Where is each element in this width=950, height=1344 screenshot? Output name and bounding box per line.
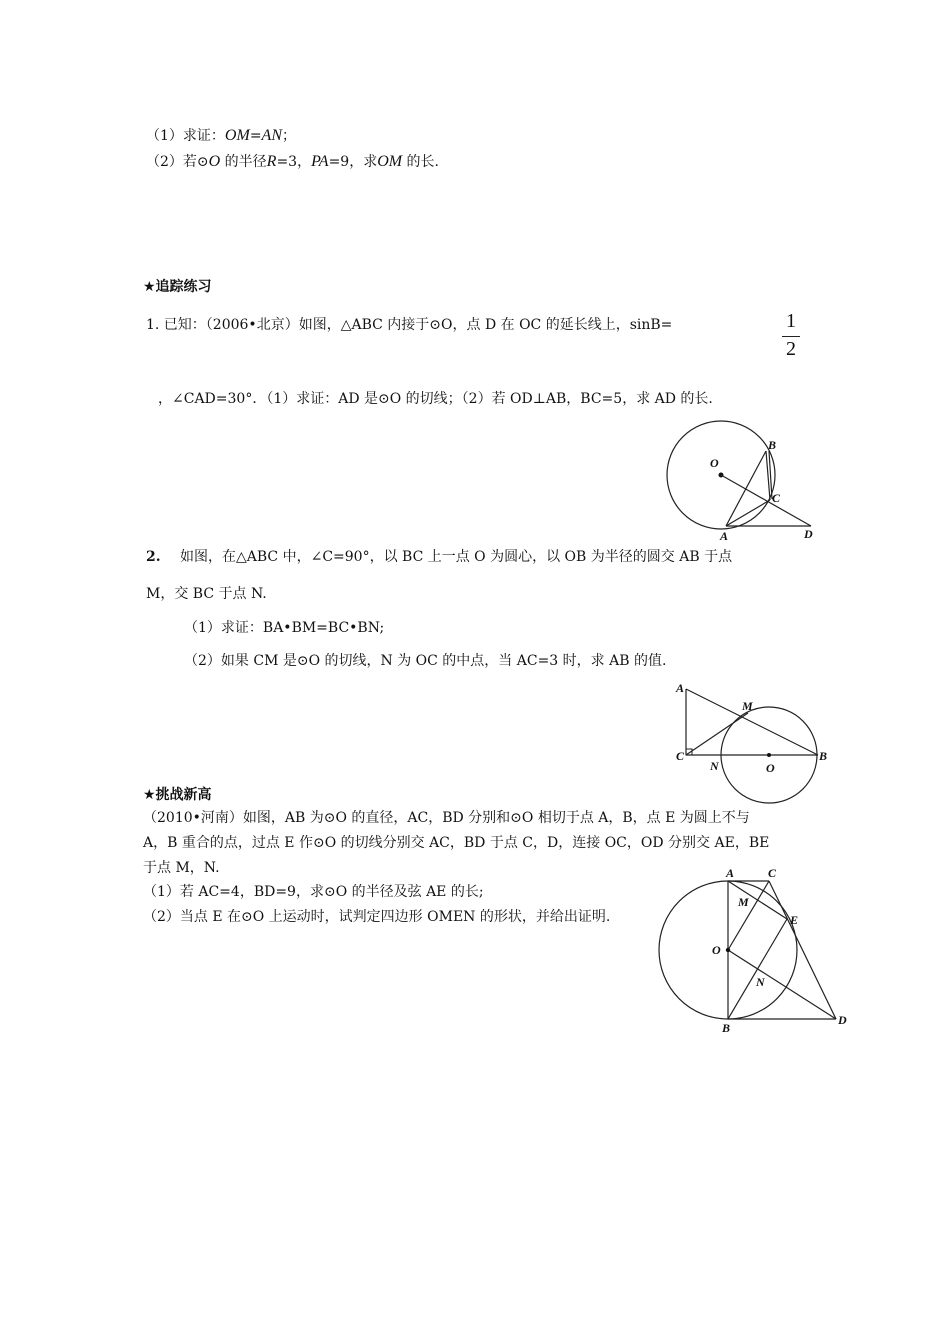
fig2-label-N: N [710, 759, 719, 773]
fig2-label-M: M [742, 699, 753, 713]
q2-end: 的长. [406, 154, 439, 170]
q1-lhs: OM [224, 127, 250, 144]
section-title-practice: ★追踪练习 [143, 279, 212, 295]
q2-pa: PA [311, 153, 329, 170]
q2-paval: =9，求 [328, 154, 378, 170]
figure-1-circle-triangle [664, 422, 824, 542]
fig3-label-A: A [726, 866, 735, 880]
question-1 [146, 126, 296, 146]
problem-2-number: 2. [146, 549, 161, 565]
fig2-label-O: O [766, 761, 775, 775]
section-title-challenge: ★挑战新高 [143, 787, 212, 803]
fraction-numerator: 1 [786, 310, 796, 332]
challenge-line-3: 于点 M，N. [143, 860, 220, 876]
fig3-label-B: B [722, 1021, 731, 1035]
q2-o: O [208, 153, 221, 170]
problem-2-line-2: M，交 BC 于点 N. [146, 586, 267, 602]
challenge-q1: （1）若 AC=4，BD=9，求⊙O 的半径及弦 AE 的长; [143, 884, 484, 900]
q1-eq: = [249, 128, 262, 144]
fig1-label-C: C [772, 491, 781, 505]
fig1-label-D: D [804, 527, 813, 541]
problem-2-q2: （2）如果 CM 是⊙O 的切线，N 为 OC 的中点，当 AC=3 时，求 AB 的值. [184, 653, 667, 669]
q1-prefix: （1）求证： [146, 128, 225, 144]
problem-1-line-2: ，∠CAD=30°．（1）求证：AD 是⊙O 的切线；（2）若 OD⊥AB，BC=5，求 AD 的长. [158, 391, 713, 407]
fig3-label-D: D [838, 1013, 847, 1027]
fig3-label-C: C [768, 866, 777, 880]
problem-1-line-1: 1. 已知：（2006•北京）如图，△ABC 内接于⊙O，点 D 在 OC 的延长线上，sinB= [146, 317, 673, 333]
problem-2-line-1: 如图，在△ABC 中，∠C=90°，以 BC 上一点 O 为圆心，以 OB 为半径的圆交 AB 于点 [180, 549, 733, 565]
question-2 [146, 152, 439, 172]
fig3-label-M: M [738, 895, 749, 909]
problem-2-q1: （1）求证：BA•BM=BC•BN; [184, 620, 385, 636]
challenge-q2: （2）当点 E 在⊙O 上运动时，试判定四边形 OMEN 的形状，并给出证明. [143, 909, 611, 925]
fig1-label-O: O [710, 456, 719, 470]
q2-om: OM [377, 153, 403, 170]
fig3-label-N: N [756, 975, 765, 989]
figure-2-triangle-circle [672, 680, 832, 780]
fraction-denominator: 2 [786, 338, 796, 360]
challenge-line-2: A，B 重合的点，过点 E 作⊙O 的切线分别交 AC，BD 于点 C，D，连接 OC，OD 分别交 AE，BE [143, 835, 770, 851]
fig3-label-E: E [790, 913, 799, 927]
fig1-label-B: B [768, 438, 777, 452]
fig3-label-O: O [712, 943, 721, 957]
fig1-label-A: A [720, 529, 729, 543]
fraction-bar [782, 336, 800, 337]
fig2-label-B: B [819, 749, 828, 763]
q2-rval: =3， [276, 154, 312, 170]
q1-rhs: AN [261, 127, 282, 144]
fig2-label-C: C [676, 749, 685, 763]
q2-r: R [266, 153, 277, 170]
q2-mid: 的半径 [224, 154, 267, 170]
figure-3-tangent-quadrilateral [656, 864, 856, 1034]
fig2-label-A: A [676, 681, 685, 695]
challenge-line-1: （2010•河南）如图，AB 为⊙O 的直径，AC，BD 分别和⊙O 相切于点 A，B，点 E 为圆上不与 [143, 810, 750, 826]
q2-prefix: （2）若⊙ [146, 154, 209, 170]
q1-end: ； [282, 128, 296, 144]
